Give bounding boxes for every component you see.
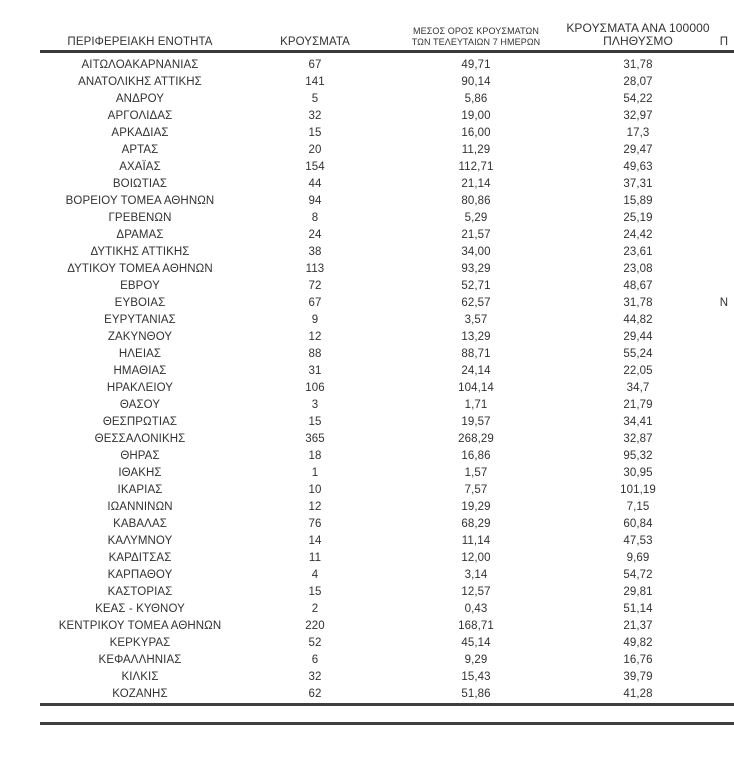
region-cell: ΗΛΕΙΑΣ: [118, 348, 162, 360]
table-row: [40, 227, 734, 244]
table-row: [40, 329, 734, 346]
region-cell: ΗΜΑΘΙΑΣ: [113, 365, 167, 377]
region-cell: ΙΘΑΚΗΣ: [118, 467, 162, 479]
region-cell: ΔΥΤΙΚΟΥ ΤΟΜΕΑ ΑΘΗΝΩΝ: [67, 263, 213, 275]
cases-cell: 94: [308, 195, 322, 207]
per100k-cell: 29,81: [623, 586, 653, 598]
per100k-cell: 47,53: [623, 535, 653, 547]
cases-cell: 24: [308, 229, 322, 241]
region-cell: ΘΗΡΑΣ: [120, 450, 160, 462]
per100k-cell: 28,07: [623, 76, 653, 88]
per100k-cell: 23,61: [623, 246, 653, 258]
table-row: [40, 482, 734, 499]
table-row: [40, 465, 734, 482]
avg7-cell: 88,71: [461, 348, 491, 360]
table-row: [40, 125, 734, 142]
cases-cell: 15: [308, 127, 322, 139]
table-row: [40, 210, 734, 227]
table-header-row: [40, 18, 734, 50]
cases-cell: 88: [308, 348, 322, 360]
per100k-cell: 21,37: [623, 620, 653, 632]
table-row: [40, 567, 734, 584]
table-row: [40, 57, 734, 74]
table-row: [40, 346, 734, 363]
cases-cell: 6: [311, 654, 319, 666]
avg7-cell: 112,71: [458, 161, 494, 173]
table-row: [40, 414, 734, 431]
avg7-cell: 19,29: [461, 501, 491, 513]
avg7-cell: 168,71: [458, 620, 494, 632]
avg7-cell: 62,57: [461, 297, 491, 309]
table-row: [40, 652, 734, 669]
cases-cell: 62: [308, 688, 322, 700]
region-cell: ΚΕΦΑΛΛΗΝΙΑΣ: [98, 654, 182, 666]
region-cell: ΖΑΚΥΝΘΟΥ: [107, 331, 173, 343]
per100k-cell: 101,19: [620, 484, 656, 496]
avg7-cell: 21,14: [461, 178, 491, 190]
avg7-cell: 0,43: [464, 603, 488, 615]
cases-cell: 52: [308, 637, 322, 649]
avg7-cell: 12,00: [461, 552, 491, 564]
col-header-per-100k-line1: ΚΡΟΥΣΜΑΤΑ ΑΝΑ 100000: [566, 21, 710, 35]
table-row: [40, 108, 734, 125]
per100k-cell: 54,22: [623, 93, 653, 105]
avg7-cell: 45,14: [461, 637, 491, 649]
region-cell: ΑΙΤΩΛΟΑΚΑΡΝΑΝΙΑΣ: [81, 59, 199, 71]
per100k-cell: 60,84: [623, 518, 653, 530]
cases-cell: 14: [308, 535, 322, 547]
cases-cell: 38: [308, 246, 322, 258]
region-cell: ΒΟΡΕΙΟΥ ΤΟΜΕΑ ΑΘΗΝΩΝ: [65, 195, 215, 207]
avg7-cell: 13,29: [461, 331, 491, 343]
avg7-cell: 19,57: [461, 416, 491, 428]
region-cell: ΑΡΓΟΛΙΔΑΣ: [107, 110, 173, 122]
table-row: [40, 635, 734, 652]
per100k-cell: 29,44: [623, 331, 653, 343]
avg7-cell: 3,57: [464, 314, 488, 326]
cases-cell: 31: [308, 365, 322, 377]
avg7-cell: 19,00: [461, 110, 491, 122]
region-cell: ΘΕΣΠΡΩΤΙΑΣ: [102, 416, 178, 428]
region-cell: ΚΟΖΑΝΗΣ: [112, 688, 168, 700]
avg7-cell: 90,14: [461, 76, 491, 88]
regional-cases-table: [40, 18, 734, 725]
cases-cell: 12: [308, 501, 322, 513]
avg7-cell: 5,86: [464, 93, 488, 105]
per100k-cell: 17,3: [626, 127, 650, 139]
region-cell: ΚΑΒΑΛΑΣ: [113, 518, 167, 530]
region-cell: ΑΡΤΑΣ: [121, 144, 159, 156]
avg7-cell: 1,57: [464, 467, 488, 479]
cases-cell: 72: [308, 280, 322, 292]
table-row: [40, 618, 734, 635]
per100k-cell: 48,67: [623, 280, 653, 292]
region-cell: ΘΕΣΣΑΛΟΝΙΚΗΣ: [94, 433, 186, 445]
per100k-cell: 31,78: [623, 59, 653, 71]
avg7-cell: 11,29: [461, 144, 491, 156]
region-cell: ΒΟΙΩΤΙΑΣ: [112, 178, 168, 190]
avg7-cell: 49,71: [461, 59, 491, 71]
table-row: [40, 176, 734, 193]
table-row: [40, 74, 734, 91]
cases-cell: 9: [311, 314, 319, 326]
cases-cell: 2: [311, 603, 319, 615]
cases-cell: 12: [308, 331, 322, 343]
cases-cell: 15: [308, 586, 322, 598]
avg7-cell: 93,29: [461, 263, 491, 275]
per100k-cell: 21,79: [623, 399, 653, 411]
cases-cell: 365: [305, 433, 325, 445]
region-cell: ΙΩΑΝΝΙΝΩΝ: [107, 501, 173, 513]
region-cell: ΚΑΡΔΙΤΣΑΣ: [108, 552, 172, 564]
per100k-cell: 9,69: [626, 552, 650, 564]
region-cell: ΑΝΔΡΟΥ: [115, 93, 165, 105]
table-row: [40, 295, 734, 312]
cases-cell: 8: [311, 212, 319, 224]
region-cell: ΚΕΝΤΡΙΚΟΥ ΤΟΜΕΑ ΑΘΗΝΩΝ: [58, 620, 222, 632]
cases-cell: 67: [308, 297, 322, 309]
region-cell: ΙΚΑΡΙΑΣ: [117, 484, 163, 496]
avg7-cell: 21,57: [461, 229, 491, 241]
avg7-cell: 3,14: [464, 569, 488, 581]
table-row: [40, 278, 734, 295]
cases-cell: 3: [311, 399, 319, 411]
avg7-cell: 12,57: [461, 586, 491, 598]
per100k-cell: 7,15: [626, 501, 650, 513]
cases-cell: 67: [308, 59, 322, 71]
region-cell: ΓΡΕΒΕΝΩΝ: [108, 212, 172, 224]
table-row: [40, 142, 734, 159]
cases-cell: 15: [308, 416, 322, 428]
avg7-cell: 16,00: [461, 127, 491, 139]
avg7-cell: 51,86: [461, 688, 491, 700]
table-row: [40, 380, 734, 397]
table-body: [40, 53, 734, 703]
per100k-cell: 34,7: [626, 382, 650, 394]
truncated-right-fragment: Ν: [719, 297, 729, 309]
per100k-cell: 32,87: [623, 433, 653, 445]
region-cell: ΚΕΡΚΥΡΑΣ: [109, 637, 171, 649]
cases-cell: 20: [308, 144, 322, 156]
table-row: [40, 584, 734, 601]
region-cell: ΑΧΑΪΑΣ: [119, 161, 161, 173]
region-cell: ΘΑΣΟΥ: [119, 399, 161, 411]
per100k-cell: 15,89: [623, 195, 653, 207]
region-cell: ΚΑΣΤΟΡΙΑΣ: [107, 586, 173, 598]
cases-cell: 32: [308, 671, 322, 683]
col-header-7day-average: [390, 26, 562, 48]
avg7-cell: 9,29: [464, 654, 488, 666]
table-row: [40, 601, 734, 618]
table-row: [40, 516, 734, 533]
per100k-cell: 32,97: [623, 110, 653, 122]
per100k-cell: 49,63: [623, 161, 653, 173]
table-row: [40, 686, 734, 703]
per100k-cell: 49,82: [623, 637, 653, 649]
cases-cell: 32: [308, 110, 322, 122]
per100k-cell: 25,19: [623, 212, 653, 224]
per100k-cell: 31,78: [623, 297, 653, 309]
table-row: [40, 533, 734, 550]
region-cell: ΕΒΡΟΥ: [120, 280, 160, 292]
per100k-cell: 16,76: [623, 654, 653, 666]
table-row: [40, 261, 734, 278]
col-header-per-100k-line2: ΠΛΗΘΥΣΜΟ: [603, 34, 673, 48]
table-row: [40, 499, 734, 516]
table-row: [40, 363, 734, 380]
table-row: [40, 431, 734, 448]
region-cell: ΚΑΛΥΜΝΟΥ: [107, 535, 173, 547]
per100k-cell: 29,47: [623, 144, 653, 156]
table-row: [40, 312, 734, 329]
avg7-cell: 268,29: [458, 433, 494, 445]
per100k-cell: 55,24: [623, 348, 653, 360]
cases-cell: 4: [311, 569, 319, 581]
col-header-truncated-fragment: Π: [719, 36, 729, 48]
col-header-cases: ΚΡΟΥΣΜΑΤΑ: [280, 36, 350, 48]
region-cell: ΗΡΑΚΛΕΙΟΥ: [106, 382, 174, 394]
avg7-cell: 52,71: [461, 280, 491, 292]
avg7-cell: 15,43: [461, 671, 491, 683]
per100k-cell: 34,41: [623, 416, 653, 428]
cases-cell: 44: [308, 178, 322, 190]
avg7-cell: 1,71: [464, 399, 488, 411]
avg7-cell: 34,00: [461, 246, 491, 258]
cases-cell: 113: [305, 263, 325, 275]
avg7-cell: 16,86: [461, 450, 491, 462]
per100k-cell: 24,42: [623, 229, 653, 241]
per100k-cell: 22,05: [623, 365, 653, 377]
avg7-cell: 7,57: [464, 484, 488, 496]
region-cell: ΑΝΑΤΟΛΙΚΗΣ ΑΤΤΙΚΗΣ: [78, 76, 202, 88]
region-cell: ΚΕΑΣ - ΚΥΘΝΟΥ: [95, 603, 185, 615]
per100k-cell: 44,82: [623, 314, 653, 326]
avg7-cell: 11,14: [461, 535, 491, 547]
table-row: [40, 550, 734, 567]
per100k-cell: 95,32: [623, 450, 653, 462]
cases-cell: 141: [305, 76, 325, 88]
table-row: [40, 669, 734, 686]
region-cell: ΕΥΒΟΙΑΣ: [114, 297, 166, 309]
region-cell: ΔΡΑΜΑΣ: [116, 229, 164, 241]
avg7-cell: 5,29: [464, 212, 488, 224]
avg7-cell: 104,14: [458, 382, 494, 394]
cases-cell: 154: [305, 161, 325, 173]
cases-cell: 1: [311, 467, 319, 479]
per100k-cell: 23,08: [623, 263, 653, 275]
col-header-per-100k: [562, 22, 714, 48]
table-row: [40, 193, 734, 210]
col-header-region: ΠΕΡΙΦΕΡΕΙΑΚΗ ΕΝΟΤΗΤΑ: [67, 36, 213, 48]
per100k-cell: 54,72: [623, 569, 653, 581]
per100k-cell: 41,28: [623, 688, 653, 700]
region-cell: ΔΥΤΙΚΗΣ ΑΤΤΙΚΗΣ: [90, 246, 190, 258]
table-row: [40, 91, 734, 108]
cases-cell: 11: [308, 552, 322, 564]
table-row: [40, 448, 734, 465]
region-cell: ΑΡΚΑΔΙΑΣ: [111, 127, 169, 139]
avg7-cell: 24,14: [461, 365, 491, 377]
region-cell: ΕΥΡΥΤΑΝΙΑΣ: [104, 314, 176, 326]
page-bottom-rule: [40, 722, 734, 725]
per100k-cell: 30,95: [623, 467, 653, 479]
col-header-7day-average-line2: ΤΩΝ ΤΕΛΕΥΤΑΙΩΝ 7 ΗΜΕΡΩΝ: [411, 37, 541, 47]
cases-cell: 76: [308, 518, 322, 530]
region-cell: ΚΑΡΠΑΘΟΥ: [107, 569, 173, 581]
per100k-cell: 39,79: [623, 671, 653, 683]
cases-cell: 18: [308, 450, 322, 462]
cases-cell: 106: [305, 382, 325, 394]
table-row: [40, 397, 734, 414]
table-row: [40, 244, 734, 261]
table-row: [40, 159, 734, 176]
cases-cell: 10: [308, 484, 322, 496]
per100k-cell: 51,14: [623, 603, 653, 615]
cases-cell: 5: [311, 93, 319, 105]
per100k-cell: 37,31: [623, 178, 653, 190]
table-bottom-rule: [40, 703, 734, 706]
region-cell: ΚΙΛΚΙΣ: [121, 671, 159, 683]
cases-cell: 220: [305, 620, 325, 632]
avg7-cell: 80,86: [461, 195, 491, 207]
col-header-7day-average-line1: ΜΕΣΟΣ ΟΡΟΣ ΚΡΟΥΣΜΑΤΩΝ: [413, 26, 539, 36]
avg7-cell: 68,29: [461, 518, 491, 530]
